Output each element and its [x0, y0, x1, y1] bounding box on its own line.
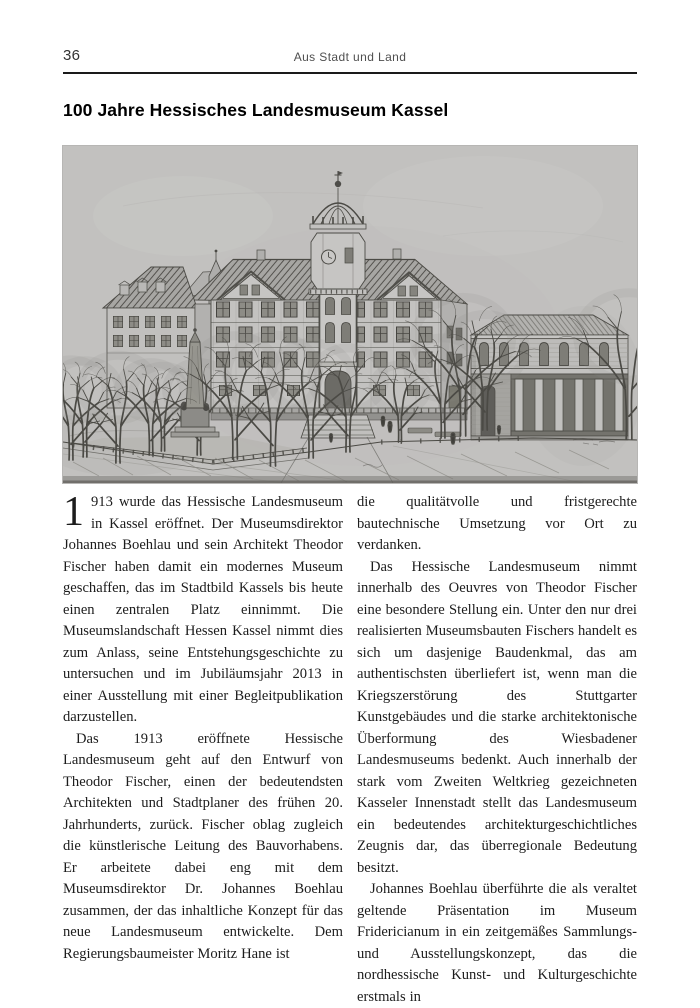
paragraph [63, 489, 343, 729]
paragraph-text: 913 wurde das Hessische Landesmuseum in Kassel eröffnet. Der Museumsdirektor Johannes Boehlau und sein Architekt Theodor Fischer haben damit ein modernes Museum geschaffen, das im Stadtbild Kassels bis heute einen zentralen Platz einnimmt. Die Museumslandschaft Hessen Kassel nimmt dies zum Anlass, seine Entstehungsgeschichte zu untersuchen und im Jubiläumsjahr 2013 in einer Ausstellung mit einer Begleitpublikation darzustellen. [63, 494, 343, 725]
running-head: Aus Stadt und Land [293, 50, 407, 64]
column-right [357, 492, 637, 1008]
article-body [63, 489, 637, 1008]
paragraph: Das 1913 eröffnete Hessische Landesmuseum geht auf den Entwurf von Theodor Fischer, einen der bedeutendsten Architekten und Stadtplaner des frühen 20. Jahrhunderts, zurück. Fischer oblag zugleich die künstlerische Leitung des Bauvorhabens. Er arbeitete dabei eng mit dem Museumsdirektor Dr. Johannes Boehlau zusammen, der das inhaltliche Konzept für das neue Landesmuseum entwickelte. Dem Regierungsbaumeister Moritz Hane ist [63, 730, 343, 962]
drop-cap: 1 [63, 489, 84, 535]
figure-museum-drawing [63, 146, 637, 483]
paragraph: Johannes Boehlau überführte die als veraltet geltende Präsentation im Museum Fridericianum in ein zeitgemäßes Sammlungs- und Ausstellungskonzept, das die nordhessische Kunst- und Kulturgeschichte erstmals in [357, 881, 637, 1005]
museum-drawing [63, 146, 637, 483]
paragraph: die qualitätvolle und fristgerechte bautechnische Umsetzung vor Ort zu verdanken. [357, 494, 637, 553]
article-title: 100 Jahre Hessisches Landesmuseum Kassel [63, 99, 449, 120]
header-rule [63, 72, 637, 74]
column-left [63, 489, 343, 1008]
paragraph: Das Hessische Landesmuseum nimmt innerhalb des Oeuvres von Theodor Fischer eine besondere Stellung ein. Unter den nur drei realisierten Museumsbauten Fischers handelt es sich um dasjenige Baudenkmal, das am authentischsten überliefert ist, wenn man die Kriegszerstörung des Stuttgarter Kunstgebäudes und die starke architektonische Überformung des Wiesbadener Landesmuseums bedenkt. Auch innerhalb der stark vom Zweiten Weltkrieg gezeichneten Kasseler Innenstadt stellt das Landesmuseum ein bedeutendes architekturgeschichtliches Zeugnis dar, das überregionale Bedeutung besitzt. [357, 558, 637, 876]
page-number: 36 [63, 47, 81, 64]
